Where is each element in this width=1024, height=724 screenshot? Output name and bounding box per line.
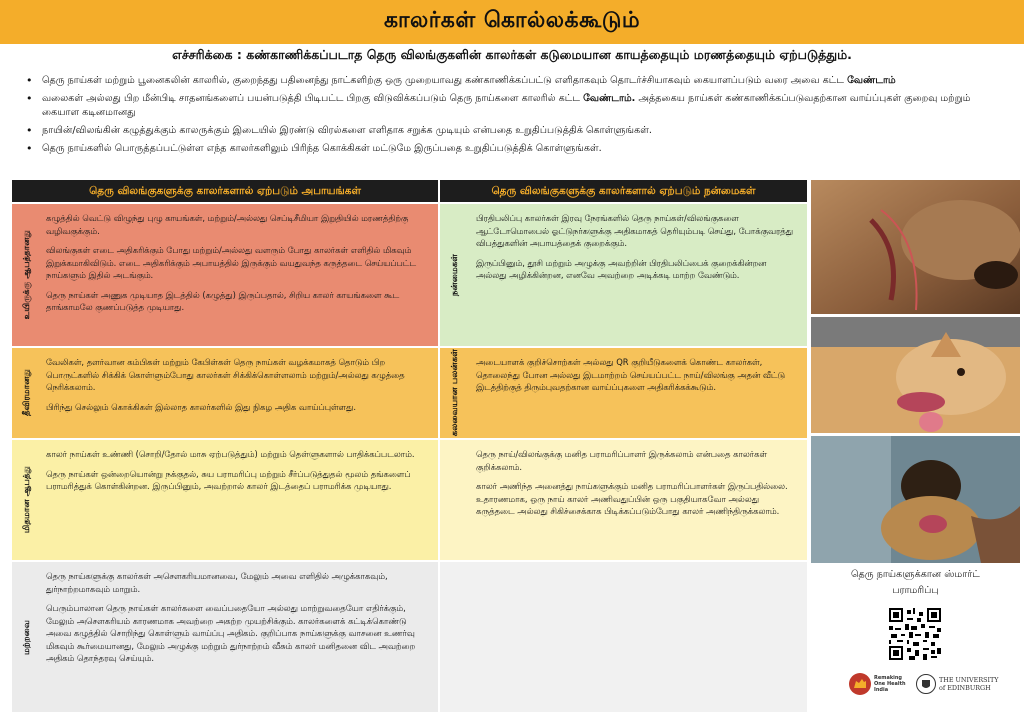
caption-line: பராமரிப்பு: [892, 585, 939, 596]
guidance-emphasis: வேண்டாம்: [847, 75, 896, 86]
dog-injury-photo: [811, 317, 1020, 433]
logo-text: Remaking: [874, 675, 903, 681]
guidance-text: வலைகள் அல்லது பிற மீன்பிடி சாதனங்களைப் பயன்படுத்தி பிடிபட்ட பிறகு விடுவிக்கப்படும் தெரு நாய்களை காலரில் கட்ட: [42, 93, 581, 104]
guidance-text: தெரு நாய்கள் மற்றும் பூனைகலின் காலரில், குறைந்தது பதினைந்து நாட்களிற்கு ஒரு முறையாவது கண்காணிக்கப்பட்டு எளிதாகவும் தொடர்ச்சியாகவும் கையாளப்படும் வரை அவை கட்ட: [42, 75, 845, 86]
risk-paragraph: விலங்குகள் எடை அதிகரிக்கும் போது மற்றும்/அல்லது வளரும் போது காலர்கள் எளிதில் மிகவும் இறுக்கமாகிவிடும். எடை அதிகரிக்கும் அபாயத்தில் இருக்கும் வயதுவந்த கருத்தடை செய்யப்பட்ட நாய்களும் இதில் அடங்கும்.: [46, 245, 417, 280]
guidance-list: [26, 74, 996, 160]
risks-column-header: தெரு விலங்குகளுக்கு காலர்களால் ஏற்படும் அபாயங்கள்: [12, 180, 438, 202]
benefit-cell: [470, 440, 807, 560]
injury-photos: [811, 180, 1020, 566]
risk-paragraph: பெரும்பாலான தெரு நாய்கள் காலர்களை வைப்பதையோ அல்லது மாற்றுவதையோ எதிர்க்கும், மேலும் அசௌகரியம் காரணமாக அவற்றை அகற்ற முயற்சிக்கும். காலர்களைக் கட்டிக்கொண்டு அவை கழுத்தில் சொறிந்து கொள்ளும் வாய்ப்பு அதிகம். குறிப்பாக நாய்களுக்கு வாசனை உணர்வு மிகவும் கூர்மையானது, மேலும் அழுக்கு மற்றும் துர்நாற்றம் வீசும் காலர் மனிதனை விட அவற்றை அதிகம் தொந்தரவு செய்யும்.: [46, 603, 416, 663]
page-title: காலர்கள் கொல்லக்கூடும்: [383, 8, 641, 33]
logo-text: India: [874, 687, 889, 693]
benefit-paragraph: காலர் அணிந்த அனைத்து நாய்களுக்கும் மனித பராமரிப்பாளர்கள் இருப்பதில்லை. உதாரணமாக, ஒரு நாய் காலர் அணிவதுப்பின் ஒரு பகுதியாகவோ அல்லது கருத்தடை அல்லது சிகிச்சைக்காக பிடிக்கப்படும்போது காலர் அணிந்திருக்கலாம்.: [476, 481, 788, 516]
guidance-item: [26, 142, 996, 156]
table-row: [12, 204, 807, 346]
benefit-level-label: [440, 440, 470, 560]
risk-cell: [42, 204, 438, 346]
benefit-level-label: [440, 562, 470, 712]
risk-level-label: மற்றவை: [12, 562, 42, 712]
risk-paragraph: வேலிகள், தளர்வான கம்பிகள் மற்றும் கேபிள்கள் தெரு நாய்கள் வழக்கமாகத் தொடும் பிற பொருட்களில் சிக்கிக் கொள்ளும்போது காலர்கள் சிக்கிக்கொள்ளலாம் மற்றும்/அல்லது கழுத்தை நெரிக்கலாம்.: [46, 357, 405, 392]
benefit-level-label: கலவையான பலன்கள்: [440, 348, 470, 438]
warning-subtitle: எச்சரிக்கை : கண்காணிக்கப்படாத தெரு விலங்குகளின் காலர்கள் கடுமையான காயத்தையும் மரணத்தையும் ஏற்படுத்தும்.: [172, 47, 852, 62]
benefits-column-header: தெரு விலங்குகளுக்கு காலர்களால் ஏற்படும் நன்மைகள்: [440, 180, 807, 202]
risk-paragraph: பிரிந்து செல்லும் கொக்கிகள் இல்லாத காலர்களில் இது நிகழ அதிக வாய்ப்புள்ளது.: [46, 401, 357, 412]
dog-silhouette-icon: [848, 672, 872, 696]
risk-paragraph: தெரு நாய்களுக்கு காலர்கள் அசௌகரியமானவை, மேலும் அவை எளிதில் அழுக்காகவும், துர்நாற்றமாகவும் மாறும்.: [46, 571, 388, 594]
risk-paragraph: காலர் நாய்கள் உண்ணி (சொறி/தோல் மாசு ஏற்படுத்தும்) மற்றும் தெள்ளுகளால் பாதிக்கப்படலாம்.: [46, 449, 415, 459]
logo-text: of EDINBURGH: [939, 684, 991, 692]
risk-level-label: மிதமான ஆபத்து: [12, 440, 42, 560]
dog-injury-photo: [811, 436, 1020, 563]
risk-paragraph: தெரு நாய்கள் அணுக முடியாத இடத்தில் (கழுத்து) இருப்பதால், சிறிய காலர் காயங்களை கூட தாங்காமலே குணப்படுத்த முடியாது.: [46, 289, 400, 312]
guidance-text-after: அத்தகைய நாய்கள் கண்காணிக்கப்படுவதற்கான வாய்ப்புகள் குறைவு மற்றும் கையாள கடினமானது: [42, 93, 971, 118]
university-of-edinburgh-logo: [916, 670, 1016, 698]
table-row: [12, 562, 807, 712]
risk-paragraph: கழுத்தில் வெட்டு விழுந்து புழு காயங்கள், மற்றும்/அல்லது செப்டிசீமியா இறுதியில் மரணத்திற்கு வழிவகுக்கும்.: [46, 213, 409, 236]
risk-level-label: உயிருக்கு ஆபத்தானது: [12, 204, 42, 346]
dog-injury-photo: [811, 180, 1020, 314]
risk-level-label: தீவிரமானது: [12, 348, 42, 438]
risk-cell: [42, 348, 438, 438]
benefit-paragraph: இருப்பினும், தூசி மற்றும் அழுக்கு அவற்றின் பிரதிபலிப்பைக் குறைக்கின்றன அல்லது அழிக்கின்றன, எனவே அவற்றை அடிக்கடி மாற்ற வேண்டும்.: [476, 257, 767, 280]
benefit-paragraph: அடையாளக் குறிச்சொற்கள் அல்லது QR குறியீடுகளைக் கொண்ட காலர்கள், தொலைந்து போன அல்லது இடமாற்றம் செய்யப்பட்ட நாய்/விலங்கு அதன் வீட்டு இடத்திற்குத் திரும்புவதற்கான வாய்ப்புகளை அதிகரிக்கக்கூடும்.: [476, 357, 786, 392]
guidance-item: [26, 74, 996, 88]
guidance-emphasis: வேண்டாம்.: [583, 93, 636, 104]
table-row: [12, 348, 807, 438]
benefit-level-label: நன்மைகள்: [440, 204, 470, 346]
benefit-paragraph: தெரு நாய்/விலங்குக்கு மனித பராமரிப்பாளர் இருக்கலாம் என்பதை காலர்கள் குறிக்கலாம்.: [476, 449, 768, 472]
guidance-text: நாயின்/விலங்கின் கழுத்துக்கும் காலருக்கும் இடையில் இரண்டு விரல்களை எளிதாக சறுக்க முடியும் என்பதை உறுதிப்படுத்திக் கொள்ளுங்கள்.: [42, 125, 652, 136]
logo-text: One Health: [874, 681, 906, 687]
table-row: [12, 440, 807, 560]
benefit-cell: [470, 204, 807, 346]
risk-benefit-table: [12, 180, 807, 712]
title-banner: [0, 0, 1024, 44]
guidance-text: தெரு நாய்களில் பொருத்தப்பட்டுள்ள எந்த காலர்களிலும் பிரிந்த கொக்கிகள் மட்டுமே இருப்பதை உறுதிப்படுத்திக் கொள்ளுங்கள்.: [42, 143, 602, 154]
guidance-item: [26, 92, 996, 120]
guidance-item: [26, 124, 996, 138]
risk-cell: [42, 562, 438, 712]
caption-line: தெரு நாய்களுக்கான ஸ்மார்ட்: [851, 569, 980, 580]
benefit-cell: [470, 562, 807, 712]
smart-care-caption: [811, 567, 1020, 599]
benefit-paragraph: பிரதிபலிப்பு காலர்கள் இரவு நேரங்களில் தெரு நாய்கள்/விலங்குகளை ஆட்டோமொபைல் ஓட்டுநர்களுக்கு அதிகமாகத் தெரியும்படி செய்து, போக்குவரத்து விபத்துகளின் அபாயத்தைக் குறைக்கும்.: [476, 213, 794, 248]
risk-paragraph: தெரு நாய்கள் ஒன்றையொன்று நக்குதல், சுய பராமரிப்பு மற்றும் சீர்ப்படுத்துதல் மூலம் தங்களைப் பராமரித்துக் கொள்கின்றன. இருப்பினும், அவற்றால் காலர் இடத்தைப் பராமரிக்க முடியாது.: [46, 468, 411, 491]
logo-text: THE UNIVERSITY: [939, 676, 999, 684]
qr-code[interactable]: [887, 606, 943, 662]
risk-cell: [42, 440, 438, 560]
remaking-one-health-logo: [848, 670, 908, 698]
university-crest-icon: [916, 673, 936, 695]
benefit-cell: [470, 348, 807, 438]
